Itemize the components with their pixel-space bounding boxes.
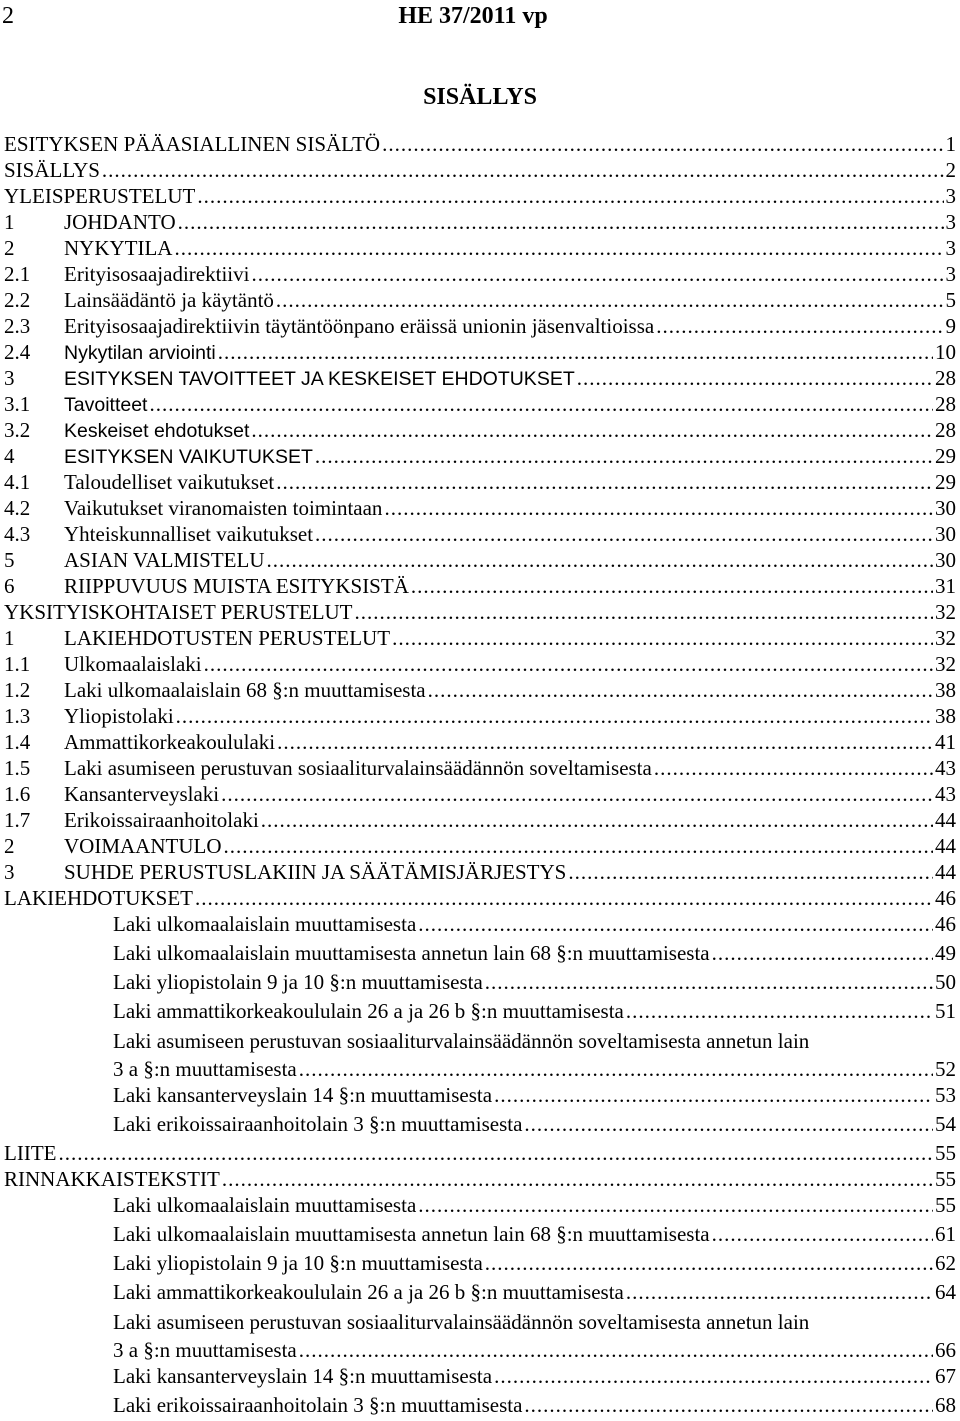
toc-entry[interactable]	[4, 235, 956, 261]
dot-leader	[524, 1111, 933, 1137]
toc-entry-title: LAKIEHDOTUKSET	[4, 886, 193, 910]
toc-entry-title: Laki kansanterveyslain 14 §:n muuttamisesta	[113, 1083, 493, 1107]
toc-entry-number: 5	[4, 548, 15, 572]
document-id: HE 37/2011 vp	[398, 3, 548, 29]
dot-leader	[178, 209, 944, 235]
toc-entry[interactable]	[4, 998, 956, 1027]
toc-entry-number: 2.3	[4, 314, 31, 338]
toc-entry[interactable]	[4, 495, 956, 521]
toc-entry-title: Nykytilan arviointi	[64, 342, 216, 364]
toc-entry-number: 2	[4, 236, 15, 260]
dot-leader	[712, 940, 933, 966]
toc-entry-title: ESITYKSEN VAIKUTUKSET	[64, 446, 313, 468]
dot-leader	[656, 313, 943, 339]
toc-entry-title: LIITE	[4, 1141, 57, 1165]
toc-entry[interactable]	[4, 339, 956, 365]
toc-entry[interactable]	[4, 969, 956, 998]
toc-entry-page: 30	[935, 548, 956, 572]
dot-leader	[577, 365, 933, 391]
table-of-contents	[4, 131, 956, 1421]
dot-leader	[197, 183, 943, 209]
toc-entry[interactable]	[4, 1111, 956, 1140]
toc-entry-page: 30	[935, 522, 956, 546]
toc-entry-page: 55	[935, 1167, 956, 1191]
toc-entry[interactable]	[4, 833, 956, 859]
toc-entry[interactable]	[4, 1250, 956, 1279]
dot-leader	[315, 521, 933, 547]
toc-entry-page: 49	[935, 941, 956, 965]
toc-entry-title-continuation: 3 a §:n muuttamisesta	[113, 1057, 297, 1081]
toc-entry-title: Kansanterveyslaki	[64, 782, 220, 806]
toc-entry[interactable]	[4, 885, 956, 911]
toc-entry-page: 44	[935, 860, 956, 884]
toc-entry-page: 51	[935, 999, 956, 1023]
toc-entry[interactable]	[4, 1192, 956, 1221]
toc-entry-title: VOIMAANTULO	[64, 834, 222, 858]
toc-entry-title: Laki asumiseen perustuvan sosiaaliturvalainsäädännön soveltamisesta	[64, 756, 652, 780]
toc-entry-number: 1.1	[4, 652, 31, 676]
toc-entry-page: 1	[945, 132, 956, 156]
toc-entry-page: 52	[935, 1057, 956, 1081]
dot-leader	[222, 1166, 933, 1192]
toc-entry[interactable]	[4, 940, 956, 969]
toc-entry[interactable]	[4, 677, 956, 703]
toc-entry[interactable]	[4, 443, 956, 469]
dot-leader	[524, 1392, 933, 1418]
dot-leader	[276, 287, 944, 313]
dot-leader	[494, 1363, 933, 1389]
toc-entry[interactable]	[4, 183, 956, 209]
toc-entry-page: 38	[935, 678, 956, 702]
toc-entry-page: 43	[935, 756, 956, 780]
dot-leader	[195, 885, 933, 911]
toc-entry-number: 3.2	[4, 418, 31, 442]
toc-entry-title: Ammattikorkeakoululaki	[64, 730, 276, 754]
toc-entry-page: 3	[945, 184, 956, 208]
dot-leader	[355, 599, 933, 625]
toc-entry-title: Yliopistolaki	[64, 704, 174, 728]
dot-leader	[428, 677, 933, 703]
toc-entry[interactable]	[4, 1392, 956, 1421]
toc-entry[interactable]	[4, 1166, 956, 1192]
toc-entry-title: Laki asumiseen perustuvan sosiaaliturvalainsäädännön soveltamisesta annetun lain	[113, 1029, 810, 1053]
toc-entry[interactable]	[4, 1082, 956, 1111]
toc-entry-title: Laki asumiseen perustuvan sosiaaliturvalainsäädännön soveltamisesta annetun lain	[113, 1310, 810, 1334]
toc-entry-page: 55	[935, 1193, 956, 1217]
toc-entry-title: JOHDANTO	[64, 210, 176, 234]
dot-leader	[251, 417, 933, 443]
toc-entry-title: Tavoitteet	[64, 394, 148, 416]
toc-entry[interactable]	[4, 131, 956, 157]
toc-entry-title: Laki ulkomaalaislain muuttamisesta annetun lain 68 §:n muuttamisesta	[113, 1222, 710, 1246]
toc-entry[interactable]	[4, 651, 956, 677]
toc-entry-title: Laki yliopistolain 9 ja 10 §:n muuttamisesta	[113, 970, 483, 994]
toc-entry-page: 3	[945, 262, 956, 286]
dot-leader	[654, 755, 933, 781]
dot-leader	[223, 833, 933, 859]
toc-entry[interactable]	[4, 391, 956, 417]
toc-entry[interactable]	[4, 859, 956, 885]
toc-entry-title: Erikoissairaanhoitolaki	[64, 808, 259, 832]
toc-entry-page: 64	[935, 1280, 956, 1304]
toc-entry-title: Laki ammattikorkeakoululain 26 a ja 26 b §:n muuttamisesta	[113, 1280, 624, 1304]
toc-entry-number: 3	[4, 860, 15, 884]
toc-entry[interactable]	[4, 1140, 956, 1166]
toc-entry-page: 29	[935, 444, 956, 468]
toc-entry[interactable]	[4, 1363, 956, 1392]
dot-leader	[218, 339, 933, 365]
toc-entry[interactable]	[4, 703, 956, 729]
dot-leader	[494, 1082, 933, 1108]
toc-entry[interactable]	[4, 599, 956, 625]
toc-entry[interactable]	[4, 261, 956, 287]
toc-entry-title: Laki ulkomaalaislain muuttamisesta annetun lain 68 §:n muuttamisesta	[113, 941, 710, 965]
toc-entry-title: Lainsäädäntö ja käytäntö	[64, 288, 274, 312]
toc-entry-number: 1.3	[4, 704, 31, 728]
toc-entry-number: 2.2	[4, 288, 31, 312]
dot-leader	[221, 781, 933, 807]
toc-entry-page: 68	[935, 1393, 956, 1417]
toc-entry-title: YLEISPERUSTELUT	[4, 184, 196, 208]
dot-leader	[58, 1140, 933, 1166]
toc-entry-title: NYKYTILA	[64, 236, 173, 260]
toc-entry-page: 61	[935, 1222, 956, 1246]
toc-entry[interactable]	[4, 469, 956, 495]
toc-entry-title: Erityisosaajadirektiivi	[64, 262, 250, 286]
toc-entry-title: Keskeiset ehdotukset	[64, 420, 250, 442]
toc-entry-title: RIIPPUVUUS MUISTA ESITYKSISTÄ	[64, 574, 409, 598]
toc-entry[interactable]	[4, 1308, 956, 1363]
toc-entry-title: Vaikutukset viranomaisten toimintaan	[64, 496, 383, 520]
toc-entry-title: ESITYKSEN TAVOITTEET JA KESKEISET EHDOTUKSET	[64, 368, 575, 390]
toc-entry-page: 9	[945, 314, 956, 338]
toc-entry-page: 3	[945, 210, 956, 234]
toc-entry-page: 10	[935, 340, 956, 364]
toc-entry-title: Laki ulkomaalaislain muuttamisesta	[113, 912, 417, 936]
dot-leader	[176, 703, 933, 729]
dot-leader	[315, 443, 933, 469]
toc-entry-number: 3	[4, 366, 15, 390]
page-header	[0, 0, 960, 40]
toc-entry[interactable]	[4, 521, 956, 547]
dot-leader	[411, 573, 933, 599]
toc-entry-page: 66	[935, 1338, 956, 1362]
toc-entry-page: 38	[935, 704, 956, 728]
toc-entry[interactable]	[4, 287, 956, 313]
toc-entry-number: 1.7	[4, 808, 31, 832]
dot-leader	[277, 729, 933, 755]
toc-entry-page: 32	[935, 652, 956, 676]
toc-entry-title-continuation: 3 a §:n muuttamisesta	[113, 1338, 297, 1362]
dot-leader	[418, 1192, 933, 1218]
toc-entry[interactable]	[4, 755, 956, 781]
toc-entry-title: Laki yliopistolain 9 ja 10 §:n muuttamisesta	[113, 1251, 483, 1275]
toc-entry-page: 46	[935, 912, 956, 936]
toc-entry[interactable]	[4, 1279, 956, 1308]
toc-entry-number: 4.1	[4, 470, 31, 494]
toc-entry[interactable]	[4, 1027, 956, 1082]
toc-entry-number: 1	[4, 210, 15, 234]
toc-entry-page: 41	[935, 730, 956, 754]
toc-entry-page: 28	[935, 392, 956, 416]
toc-entry[interactable]	[4, 1221, 956, 1250]
toc-entry-page: 29	[935, 470, 956, 494]
dot-leader	[485, 969, 933, 995]
toc-entry-page: 2	[945, 158, 956, 182]
toc-entry-page: 44	[935, 834, 956, 858]
toc-entry-page: 28	[935, 366, 956, 390]
toc-entry-title: Laki ulkomaalaislain muuttamisesta	[113, 1193, 417, 1217]
toc-entry-number: 6	[4, 574, 15, 598]
toc-entry-number: 4	[4, 444, 15, 468]
toc-entry-number: 2.4	[4, 340, 31, 364]
toc-entry[interactable]	[4, 781, 956, 807]
dot-leader	[102, 157, 944, 183]
toc-entry-page: 55	[935, 1141, 956, 1165]
toc-entry-page: 46	[935, 886, 956, 910]
toc-entry-page: 53	[935, 1083, 956, 1107]
toc-entry-page: 28	[935, 418, 956, 442]
toc-entry[interactable]	[4, 417, 956, 443]
toc-entry-page: 30	[935, 496, 956, 520]
toc-entry-number: 1.4	[4, 730, 31, 754]
toc-entry-title: Laki ulkomaalaislain 68 §:n muuttamisesta	[64, 678, 426, 702]
toc-entry-page: 62	[935, 1251, 956, 1275]
toc-entry-title: Yhteiskunnalliset vaikutukset	[64, 522, 314, 546]
dot-leader	[276, 469, 933, 495]
toc-entry-title: Laki erikoissairaanhoitolain 3 §:n muuttamisesta	[113, 1112, 523, 1136]
toc-entry-title: Erityisosaajadirektiivin täytäntöönpano eräissä unionin jäsenvaltioissa	[64, 314, 655, 338]
toc-entry-title: ASIAN VALMISTELU	[64, 548, 265, 572]
toc-entry-number: 2.1	[4, 262, 31, 286]
toc-entry-title: SUHDE PERUSTUSLAKIIN JA SÄÄTÄMISJÄRJESTYS	[64, 860, 567, 884]
toc-entry[interactable]	[4, 911, 956, 940]
dot-leader	[712, 1221, 933, 1247]
toc-entry-number: 4.3	[4, 522, 31, 546]
dot-leader	[392, 625, 933, 651]
toc-entry-title: Taloudelliset vaikutukset	[64, 470, 275, 494]
toc-entry-number: 4.2	[4, 496, 31, 520]
toc-entry-number: 2	[4, 834, 15, 858]
toc-entry-page: 3	[945, 236, 956, 260]
dot-leader	[174, 235, 943, 261]
dot-leader	[261, 807, 933, 833]
toc-entry-number: 1.2	[4, 678, 31, 702]
toc-entry-title: Laki erikoissairaanhoitolain 3 §:n muuttamisesta	[113, 1393, 523, 1417]
dot-leader	[266, 547, 933, 573]
toc-entry-page: 32	[935, 600, 956, 624]
toc-entry-number: 1	[4, 626, 15, 650]
toc-entry[interactable]	[4, 807, 956, 833]
toc-entry[interactable]	[4, 547, 956, 573]
toc-entry-page: 31	[935, 574, 956, 598]
dot-leader	[418, 911, 933, 937]
toc-entry-title: Laki ammattikorkeakoululain 26 a ja 26 b §:n muuttamisesta	[113, 999, 624, 1023]
toc-entry[interactable]	[4, 729, 956, 755]
toc-heading: SISÄLLYS	[423, 84, 537, 110]
toc-entry-number: 1.5	[4, 756, 31, 780]
toc-entry-page: 5	[945, 288, 956, 312]
dot-leader	[299, 1056, 933, 1082]
toc-entry-title: RINNAKKAISTEKSTIT	[4, 1167, 220, 1191]
toc-entry-page: 43	[935, 782, 956, 806]
toc-entry-title: YKSITYISKOHTAISET PERUSTELUT	[4, 600, 353, 624]
dot-leader	[568, 859, 933, 885]
toc-entry[interactable]	[4, 209, 956, 235]
toc-entry-number: 1.6	[4, 782, 31, 806]
toc-entry-number: 3.1	[4, 392, 31, 416]
dot-leader	[251, 261, 943, 287]
toc-entry-page: 67	[935, 1364, 956, 1388]
dot-leader	[485, 1250, 933, 1276]
toc-entry[interactable]	[4, 365, 956, 391]
toc-entry-page: 54	[935, 1112, 956, 1136]
toc-entry-page: 50	[935, 970, 956, 994]
toc-entry-title: LAKIEHDOTUSTEN PERUSTELUT	[64, 626, 391, 650]
dot-leader	[299, 1337, 933, 1363]
toc-entry-page: 32	[935, 626, 956, 650]
dot-leader	[149, 391, 933, 417]
dot-leader	[626, 1279, 933, 1305]
toc-entry-title: Ulkomaalaislaki	[64, 652, 202, 676]
toc-entry-title: SISÄLLYS	[4, 158, 100, 182]
page-number: 2	[2, 3, 14, 29]
dot-leader	[382, 131, 943, 157]
toc-entry[interactable]	[4, 157, 956, 183]
toc-entry[interactable]	[4, 573, 956, 599]
toc-entry[interactable]	[4, 625, 956, 651]
dot-leader	[626, 998, 933, 1024]
dot-leader	[384, 495, 933, 521]
toc-entry-page: 44	[935, 808, 956, 832]
toc-entry-title: Laki kansanterveyslain 14 §:n muuttamisesta	[113, 1364, 493, 1388]
dot-leader	[204, 651, 933, 677]
toc-entry[interactable]	[4, 313, 956, 339]
toc-entry-title: ESITYKSEN PÄÄASIALLINEN SISÄLTÖ	[4, 132, 381, 156]
